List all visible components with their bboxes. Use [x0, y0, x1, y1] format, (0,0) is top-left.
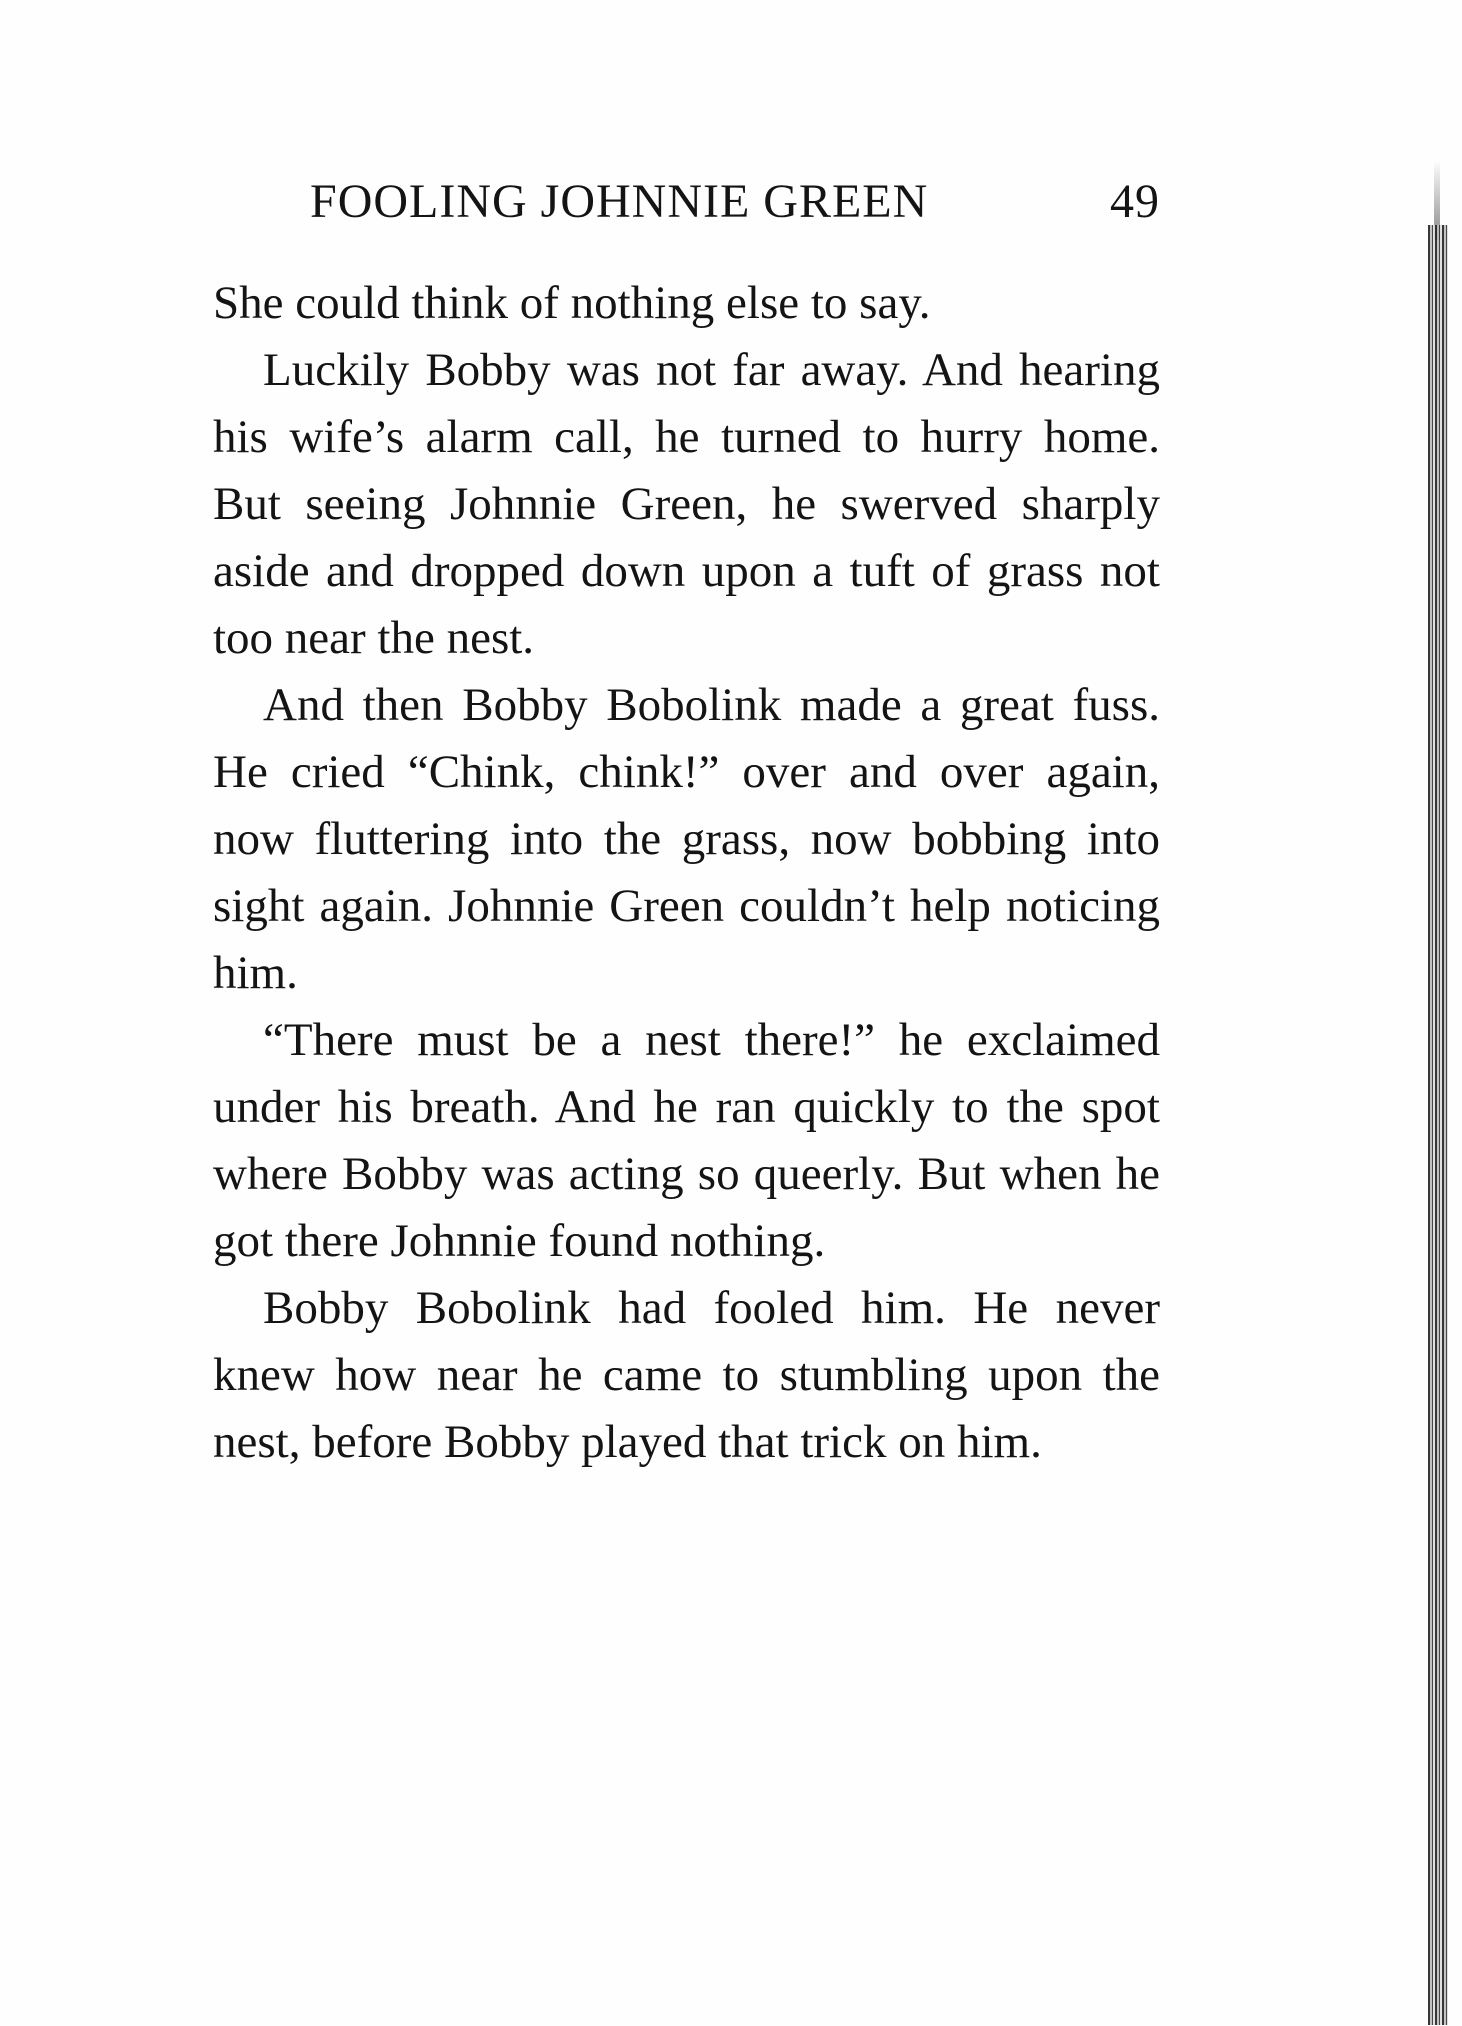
page-binding-edge — [1428, 225, 1448, 2025]
paragraph: And then Bobby Bobolink made a great fuss. He cried “Chink, chink!” over and over again, now fluttering into the grass, now bobbing into sight again. Johnnie Green couldn’t help noticing him. — [213, 679, 1160, 999]
paragraph: Luckily Bobby was not far away. And hearing his wife’s alarm call, he turned to hurry home. But seeing Johnnie Green, he swerved sharply aside and dropped down upon a tuft of grass not too near the nest. — [213, 344, 1160, 664]
paragraph: She could think of nothing else to say. — [213, 277, 931, 329]
running-head — [310, 172, 1160, 232]
page-number: 49 — [1110, 175, 1160, 228]
paragraph: Bobby Bobolink had fooled him. He never knew how near he came to stumbling upon the nest, before Bobby played that trick on him. — [213, 1282, 1160, 1468]
body-text — [213, 270, 1160, 1476]
paragraph: “There must be a nest there!” he exclaimed under his breath. And he ran quickly to the spot where Bobby was acting so queerly. But when he got there Johnnie found nothing. — [213, 1014, 1160, 1267]
chapter-title: FOOLING JOHNNIE GREEN — [310, 175, 929, 228]
